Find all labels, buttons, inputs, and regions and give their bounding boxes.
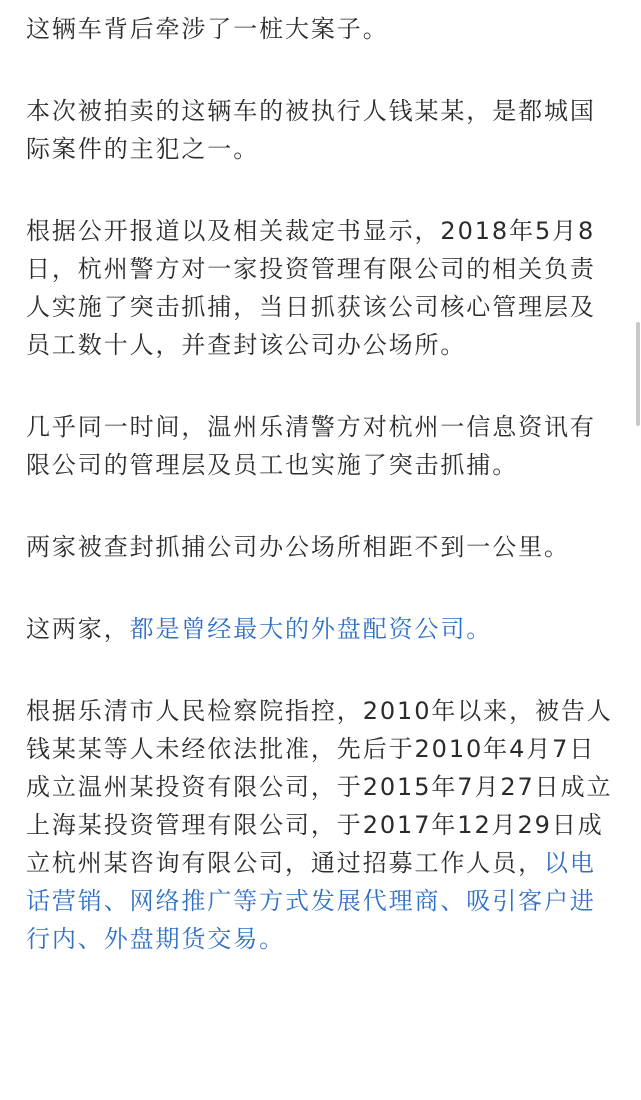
- paragraph-5: 两家被查封抓捕公司办公场所相距不到一公里。: [26, 533, 570, 561]
- paragraph-6: [26, 610, 618, 648]
- highlight-link-1[interactable]: 都是曾经最大的外盘配资公司。: [129, 615, 493, 643]
- paragraph-2: 本次被拍卖的这辆车的被执行人钱某某，是都城国际案件的主犯之一。: [26, 97, 596, 163]
- article-body: [26, 10, 618, 1002]
- paragraph-7: [26, 692, 618, 958]
- paragraph-4: 几乎同一时间，温州乐清警方对杭州一信息资讯有限公司的管理层及员工也实施了突击抓捕。: [26, 413, 596, 479]
- highlight-link-2[interactable]: 以电话营销、网络推广等方式发展代理商、吸引客户进行内、外盘期货交易。: [26, 849, 596, 953]
- paragraph-6-text: 这两家，: [26, 615, 130, 643]
- paragraph-1: 这辆车背后牵涉了一桩大案子。: [26, 15, 389, 43]
- scrollbar-thumb[interactable]: [636, 322, 640, 426]
- paragraph-3: 根据公开报道以及相关裁定书显示，2018年5月8日，杭州警方对一家投资管理有限公司的相关负责人实施了突击抓捕，当日抓获该公司核心管理层及员工数十人，并查封该公司办公场所。: [26, 217, 596, 359]
- paragraph-7-text: 根据乐清市人民检察院指控，2010年以来，被告人钱某某等人未经依法批准，先后于2010年4月7日成立温州某投资有限公司，于2015年7月27日成立上海某投资管理有限公司，于2017年12月29日成立杭州某咨询有限公司，通过招募工作人员，: [26, 697, 613, 877]
